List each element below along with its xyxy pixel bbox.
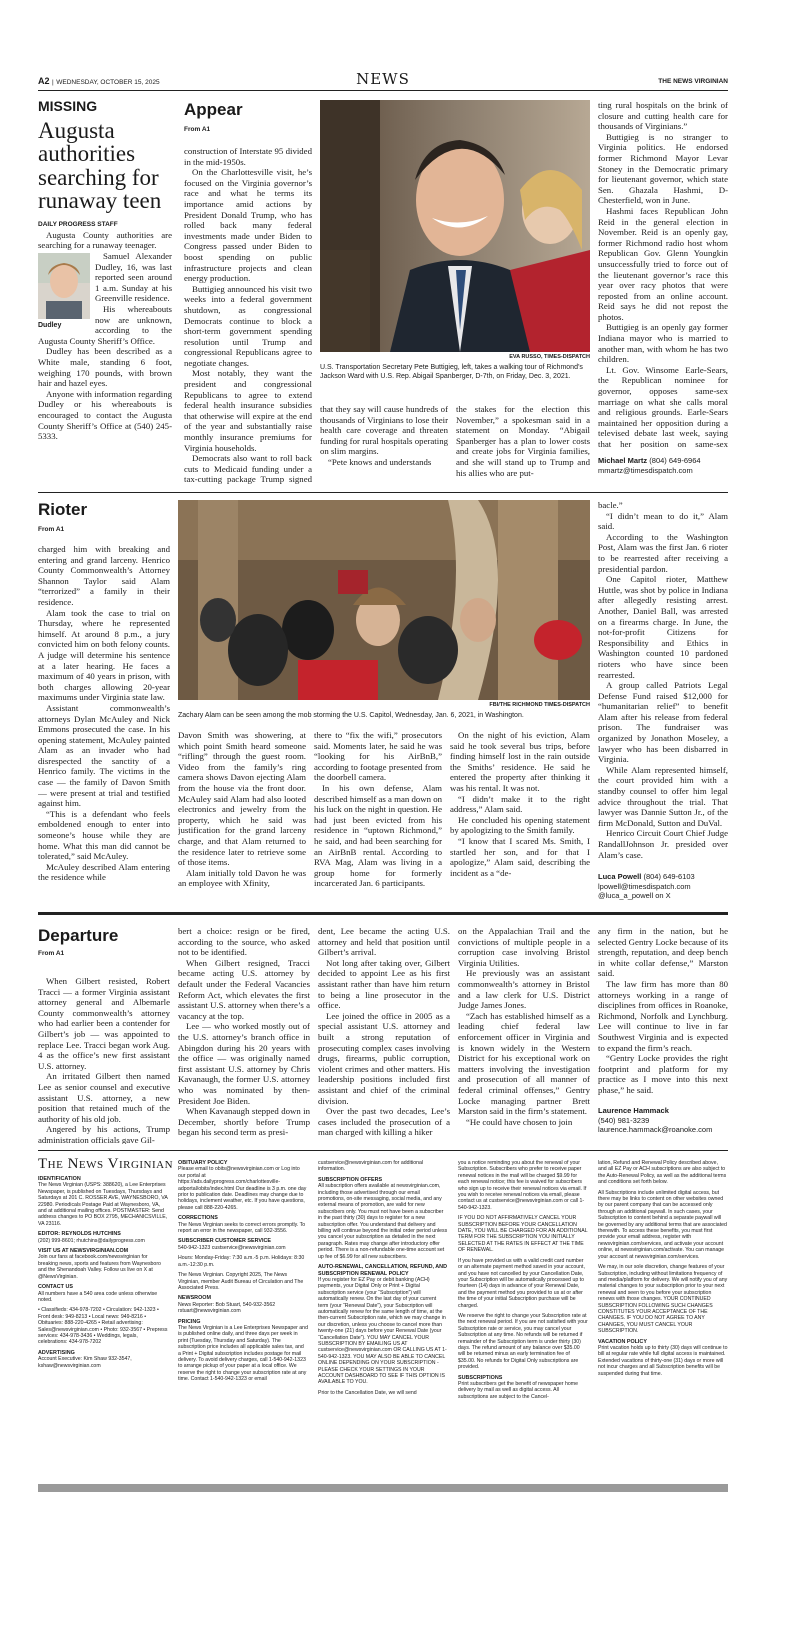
departure-col5-p: any firm in the nation, but he selected Gentry Locke because of its strength, reputation, and deep bench in white collar defense,” Marston said. [598, 926, 728, 979]
rioter-kicker: Rioter [38, 500, 88, 519]
page-header [38, 70, 728, 88]
departure-col2-p: bert a choice: resign or be fired, according to the source, who asked not to be identified. [178, 926, 310, 958]
rioter-signature [598, 872, 728, 901]
appear-col1-p: construction of Interstate 95 divided in the mid-1950s. [184, 146, 312, 167]
footer-text: We may, in our sole discretion, change features of your Subscription, including without limitations frequency of and media/platform for delivery. We will notify you of any material changes to your subscription prior to your next renewal and seen to you before your subscription renews with those changes. YOUR CONTINUED SUBSCRIPTION FOLLOWING SUCH CHANGES CONSTITUTES YOUR ACCEPTANCE OF THE CHANGES. IF YOU DO NOT AGREE TO ANY CHANGES, YOU MUST CANCEL YOUR SUBSCRIPTION. [598, 1264, 728, 1335]
capitol-image [178, 500, 590, 700]
appear-signature [598, 456, 728, 475]
divider-2 [38, 912, 728, 915]
rioter-col-4 [450, 730, 590, 906]
departure-col4-p: “He could have chosen to join [466, 1116, 573, 1127]
departure-col2-p: When Kavanaugh stepped down in December, shortly before Trump began his second term as presi- [178, 1106, 310, 1138]
departure-col-1 [38, 976, 170, 1144]
page-date: WEDNESDAY, OCTOBER 15, 2025 [56, 79, 160, 86]
appear-col1-p: On the Charlottesville visit, he’s focused on the Virginia governor’s race and what he terms its importance amid actions by President Donald Trump, who has rolled back many federal investments made under Biden to Congress passed under Biden to boost spending on public infrastructure projects and clean energy production. [184, 167, 312, 284]
appear-col4-p: Hashmi faces Republican John Reid in the general election in November. Reid is an openly gay, former Richmond radio host whom Republican Gov. Glenn Youngkin unsuccessfully tried to force out of the lieutenant governor’s race this year over racy photos that were reposted from an online account. Reid says he did not repost the photos. [598, 205, 728, 322]
divider-1 [38, 492, 728, 493]
footer-heading: VACATION POLICY [598, 1338, 647, 1345]
buttigieg-image [320, 100, 590, 352]
capitol-photo-caption: Zachary Alam can be seen among the mob storming the U.S. Capitol, Wednesday, Jan. 6, 2021, in Washington. [178, 712, 524, 719]
appear-col2-p: “Pete knows and understands [328, 456, 432, 467]
rioter-col1-p: “This is a defendant who feels emboldened enough to enter into someone’s house while they are home. What this man did cannot be tolerated,” said McAuley. [38, 808, 170, 862]
departure-col4-p: “Zach has established himself as a leading chief federal law enforcement officer in Virginia and is known widely in the Western District for his exceptional work on matters involving the investigation and prosecution of all manner of federal criminal offenses,” Gentry Locke managing partner Brett Marston said in the firm’s statement. [458, 1010, 590, 1117]
page-info: A2 | WEDNESDAY, OCTOBER 15, 2025 [38, 76, 160, 86]
footer-text: Prior to the Cancellation Date, we will send [318, 1389, 417, 1396]
departure-col3-p: Lee joined the office in 2005 as a special assistant U.S. attorney and built a strong reputation of prosecuting complex cases involving drugs, firearms, public corruption, violent crimes and other matters. His leadership positions included first assistant and chief of the criminal division. [318, 1010, 450, 1106]
missing-byline: DAILY PROGRESS STAFF [38, 220, 118, 228]
footer-heading: SUBSCRIPTION OFFERS [318, 1176, 383, 1183]
appear-col-2 [320, 404, 448, 484]
footer-text: The News Virginian (USPS: 388620), a Lee Enterprises Newspaper, is published on Tuesdays, Thursdays and Saturdays at 201 C. ROSSER AVE, WAYNESBORO, VA 22980. Periodicals Postage Paid at Waynesboro, VA, and at additional mailing offices. POSTMASTER: Send address changes to PO BOX 2795, MECHANICSVILLE, VA 23116. [38, 1182, 168, 1227]
departure-col-2 [178, 926, 310, 1144]
rioter-sig-phone: (804) 649-6103 [641, 872, 695, 881]
departure-sig-name: Laurence Hammack [598, 1106, 669, 1115]
footer-heading: AUTO-RENEWAL, CANCELLATION, REFUND, AND SUBSCRIPTION RENEWAL POLICY [318, 1264, 447, 1277]
departure-col5-p: “Gentry Locke provides the right footprint and platform for my practice as I move into this next phase,” he said. [598, 1053, 728, 1095]
footer-col-1 [38, 1176, 168, 1476]
rioter-col5-p: “I didn’t mean to do it,” Alam said. [598, 510, 728, 532]
appear-kicker: Appear [184, 100, 243, 119]
footer-text: lation, Refund and Renewal Policy described above, and all EZ Pay or ACH subscriptions are also subject to the Auto-Renewal Policy, as well as the additional terms and conditions set forth below. [598, 1160, 727, 1186]
footer-col-4 [458, 1160, 588, 1476]
departure-col4-p: on the Appalachian Trail and the convictions of multiple people in a corruption case involving Bristol Virginia Utilities. [458, 926, 590, 968]
footer-col-5 [598, 1160, 728, 1476]
buttigieg-photo-credit: EVA RUSSO, TIMES-DISPATCH [509, 354, 590, 360]
rioter-col1-p: Alam took the case to trial on Thursday, where he represented himself. At around 8 p.m., a jury convicted him on both felony counts. A judge will determine his sentence at a later hearing. He faces a maximum of 40 years in prison, with both charges allowing 20-year maximums under Virginia state law. [38, 607, 170, 703]
footer-text: The News Virginian. Copyright 2025, The News Virginian, member Audit Bureau of Circulation and The Associated Press. [178, 1272, 304, 1291]
rioter-col5-p: A group called Patriots Legal Defense Fund raised $12,000 for “humanitarian relief” to benefit Alam after his release from federal prison. The fundraiser was organized by Jonathon Moseley, a lawyer who has been disbarred in Virginia. [598, 680, 728, 765]
paper-name: THE NEWS VIRGINIAN [658, 78, 728, 85]
rioter-col-3 [314, 730, 442, 906]
footer-text: 540-942-1323 custservice@newsvirginian.com [178, 1244, 286, 1251]
rioter-col2-p: Davon Smith was showering, at which point Smith heard someone “rifling” through the guest room. Video from the family’s ring camera shows Davon ejecting Alam from the house via the front door. McAuley said Alam had also looted electronics and jewelry from the property, which he said was justification for the grand larceny charge, and that Alam returned to the residence later to retrieve some of those items. [178, 730, 306, 868]
rioter-col4-p: He concluded his opening statement by apologizing to the Smith family. [450, 814, 590, 836]
rioter-from: From A1 [38, 526, 65, 533]
departure-sig-email: laurence.hammack@roanoke.com [598, 1125, 713, 1134]
footer-text: custservice@newsvirginian.com for additional information. [318, 1160, 424, 1173]
footer-heading: NEWSROOM [178, 1295, 211, 1302]
missing-p2b: His whereabouts now are unknown, according to the Augusta County Sheriff’s Office. [38, 303, 172, 346]
rioter-col5-p: Henrico Circuit Court Chief Judge RandallJohnson Jr. presided over Alam’s case. [598, 828, 728, 860]
departure-col2-p: Lee — who worked mostly out of the U.S. attorney’s branch office in Abingdon during his 20 years with the office — was originally named first assistant U.S. attorney by Chris Kavanaugh, the former U.S. attorney who was nominated by then-President Joe Biden. [178, 1021, 310, 1106]
appear-col4-p: Lt. Gov. Winsome Earle-Sears, the Republican nominee for governor, opposes same-sex marriage on what she calls moral and religious grounds. Earle-Sears maintained her opposition during a televised debate last week, saying that her position on same-sex [598, 364, 728, 448]
footer-heading: CORRECTIONS [178, 1215, 218, 1222]
footer-text: Print subscribers get the benefit of newspaper home delivery by mail as well as digital access. All subscriptions are subject to the Cancel- [458, 1381, 578, 1400]
appear-col4-p: Buttigieg is an openly gay former Indiana mayor who is married to another man, with whom he has two children. [598, 322, 728, 365]
footer-text: (202) 999-8601; rhutchins@dailyprogress.com [38, 1237, 145, 1244]
footer-text: If you have provided us with a valid credit card number or an alternate payment method saved in your account, and you have not cancelled by your Cancellation Date, your Subscription will be automatically processed up to fourteen (14) days in advance of your Renewal Date, and the payment method you provided to us at or after the time of your initial Subscription purchase will be charged. [458, 1257, 585, 1309]
missing-p3: Dudley has been described as a White male, standing 6 foot, weighing 170 pounds, with brown hair and hazel eyes. [38, 346, 172, 389]
dudley-photo [38, 253, 90, 319]
appear-col4-p: Buttigieg is no stranger to Virginia politics. He endorsed former Richmond Mayor Levar Stoney in the Democratic primary for lieutenant governor, which state Sen. Ghazala Hashmi, D-Chesterfield, won in June. [598, 131, 728, 206]
missing-kicker: MISSING [38, 98, 98, 114]
departure-col4-p: He previously was an assistant commonwealth’s attorney in Bristol and a law clerk for U.S. District Judge James Jones. [458, 968, 590, 1011]
footer-text: The News Virginian seeks to correct errors promptly. To report an error in the newspaper, call 932-3556. [178, 1221, 306, 1235]
departure-col5-p: The law firm has more than 80 attorneys working in a range of disciplines from offices in Roanoke, Richmond, Norfolk and Lynchburg. Lee will continue to live in far Southwest Virginia and is expected to expand the firm’s reach. [598, 978, 728, 1053]
footer-text: Join our fans at facebook.com/newsvirginian for breaking news, sports and features from Waynesboro and the Shenandoah Valley. Follow us live on X at @NewsVirginian. [38, 1254, 161, 1280]
footer-col-2 [178, 1160, 308, 1476]
rioter-col-2 [178, 730, 306, 906]
departure-col1-p: Angered by his actions, Trump administration officials gave Gil- [38, 1124, 170, 1144]
footer-text: News Reporter: Bob Stuart, 540-932-3562 rstuart@newsvirginian.com [178, 1301, 276, 1315]
departure-from: From A1 [38, 950, 65, 957]
missing-p4: Anyone with information regarding Dudley or his whereabouts is encouraged to contact the Augusta County Sheriff’s Office at (540) 245-5333. [38, 388, 172, 442]
footer-text: We reserve the right to change your Subscription rate at the next renewal period. If you are not satisfied with your Subscription rate or service, you may cancel your Subscription at any time. No refunds will be returned if remainder of the Subscription term is under thirty (30) days. The refund amount of any balance over $35.00 will be returned minus an early termination fee of $35.00. No refunds for Digital Only subscriptions are provided. [458, 1312, 588, 1371]
footer-heading: IDENTIFICATION [38, 1176, 81, 1182]
rioter-col1-p: charged him with breaking and entering and grand larceny. Henrico County Commonwealth’s Attorney Shannon Taylor said Alam “terrorized” a family in their residence. [38, 544, 170, 607]
departure-col3-p: dent, Lee became the acting U.S. attorney and held that position until Gilbert’s arrival. [318, 926, 450, 958]
departure-signature [598, 1106, 728, 1135]
appear-col-4 [598, 100, 728, 448]
footer-text: All Subscriptions include unlimited digital access, but there may be links to content on other websites owned by our parent company that can be accessed only through an additional paywall. In such cases, your Subscription to content behind a separate paywall will be governed by any additional terms that are associated therewith. To access these benefits, you must first provide your email address, register with newsvirginian.com/services, and activate your account online, at newsvirginian.com/activate. You can manage your account at newsvirginian.com/services. [598, 1189, 727, 1260]
footer-text: IF YOU DO NOT AFFIRMATIVELY CANCEL YOUR SUBSCRIPTION BEFORE YOUR CANCELLATION DATE, YOU WILL BE CHARGED FOR AN ADDITIONAL TERM FOR THE SUBSCRIPTION YOU INITIALLY SELECTED AT THE RATES IN EFFECT AT THE TIME OF RENEWAL. [458, 1215, 588, 1254]
rioter-col4-p: On the night of his eviction, Alam said he took several bus trips, before finding himself lost in the rain outside the Smiths’ residence. He said he entered the property after thinking it was his rental. It was not. [450, 730, 590, 793]
appear-sig-name: Michael Martz [598, 456, 648, 465]
appear-col1-p: Buttigieg announced his visit two weeks into a federal government shutdown, as congressional Democrats continue to block a short-term government spending resolution until Trump and congressional Republicans agree to negotiate changes. [184, 283, 312, 368]
appear-col-3 [456, 404, 590, 484]
departure-col-4 [458, 926, 590, 1144]
footer-text: If you register for EZ Pay or debit banking (ACH) payments, your Digital Only or Print + Digital subscription service (your “Subscription”) will automatically renew. On the last day of your current term (your “Renewal Date”), your Subscription will automatically renew for the same length of time, at the then-current Subscription rate, which we may change in our discretion, unless you choose to cancel more than twenty-one (21) days before your Renewal Date (your “Cancellation Date”). YOU MAY CANCEL YOUR SUBSCRIPTION BY EMAILING US AT custservice@newsvirginian.com OR CALLING US AT 1-540-942-1323. YOU MAY ALSO BE ABLE TO CANCEL ONLINE DEPENDING ON YOUR SUBSCRIPTION - PLEASE CHECK YOUR SETTINGS IN YOUR ACCOUNT DASHBOARD TO SEE IF THIS OPTION IS AVAILABLE TO YOU. [318, 1276, 447, 1386]
missing-article [38, 98, 172, 498]
missing-p1: Augusta County authorities are searching for a runaway teenager. [38, 229, 172, 251]
rioter-sig-email: lpowell@timesdispatch.com [598, 881, 691, 891]
appear-col2-p: that they say will cause hundreds of thousands of Virginians to lose their health care coverage and threaten funding for rural hospitals operating on slim margins. [320, 404, 448, 457]
rioter-sig-name: Luca Powell [598, 872, 642, 881]
section-title: NEWS [356, 70, 410, 88]
footer-text: • Classifieds: 434-978-7202 • Circulation: 942-1323 • Front desk: 949-8213 • Local news: 949-8216 • Obituaries: 888-220-4265 • Retail advertising: Sales@newsvirginian.com • Photo: 932-3567 • Prepress services: 434-978-3436 • Weddings, legals, celebrations: 434-978-7202 [38, 1307, 168, 1346]
footer-heading: PRICING [178, 1318, 201, 1325]
departure-col2-p: When Gilbert resigned, Tracci became acting U.S. attorney by default under the Federal Vacancies Reform Act, which elevates the first assistant U.S. attorney when there’s a vacancy at the top. [178, 957, 310, 1021]
masthead-title: The News Virginian [38, 1156, 174, 1172]
rioter-col4-p: “I know that I scared Ms. Smith, I startled her son, and for that I apologize,” Alam said, describing the incident as a “de- [450, 835, 590, 878]
footer-heading: SUBSCRIBER CUSTOMER SERVICE [178, 1238, 271, 1245]
footer-text: Hours: Monday-Friday: 7:30 a.m.-5 p.m. Holidays: 8:30 a.m.-12:30 p.m. [178, 1255, 305, 1268]
footer-heading: CONTACT US [38, 1284, 73, 1291]
divider-3 [38, 1150, 728, 1151]
dudley-photo-block [38, 253, 90, 330]
rioter-col5-p: While Alam represented himself, the court provided him with a standby counsel to offer him legal advice throughout the trial. That lawyer was Dannie Sutton Jr., of the firm McDonald, Sutton and DuVal. [598, 764, 728, 828]
footer-heading: VISIT US AT NEWSVIRGINIAN.COM [38, 1248, 129, 1255]
departure-col3-p: Over the past two decades, Lee’s cases included the prosecution of a man charged with killing a hiker [318, 1106, 450, 1138]
page-number: A2 [38, 76, 50, 86]
capitol-photo [178, 500, 590, 700]
rioter-col1-p: Assistant commonwealth’s attorneys Dylan McAuley and Nick Emmons prosecuted the case. In his opening statement, McAuley painted Alam as an invader who had disrespected the sanctity of a Henrico family. The victims in the case — the family of Davon Smith — were present at trial and testified against him. [38, 702, 170, 809]
rioter-col5-p: bacle.” [598, 500, 623, 510]
departure-col1-p: An irritated Gilbert then named Lee as senior counsel and executive assistant U.S. attorney, a new position that retained much of the authority of his old job. [38, 1071, 170, 1124]
appear-sig-email: mmartz@timesdispatch.com [598, 465, 693, 475]
departure-col1-p: When Gilbert resisted, Robert Tracci — a former Virginia assistant attorney general and Albemarle County commonwealth’s attorney who had earlier been a contender for Gilbert’s job — was appointed to replace Lee. Tracci began work Aug. 4 as the office’s new first assistant U.S. attorney. [38, 976, 170, 1071]
appear-from: From A1 [184, 126, 211, 133]
footer-heading: EDITOR: REYNOLDS HUTCHINS [38, 1231, 121, 1238]
newspaper-page [38, 70, 728, 1610]
rioter-col-1 [38, 544, 170, 906]
missing-headline: Augusta authorities searching for runaway teen [38, 118, 162, 214]
appear-col3-p: the stakes for the election this November,” a spokesman said in a statement on Monday. “Abigail Spanberger has a plan to lower costs and create jobs for Virginia families, and she will stand up to Trump and his allies who are put- [456, 404, 590, 478]
departure-col-5 [598, 926, 728, 1098]
footer-text: The News Virginian is a Lee Enterprises Newspaper and is published online daily, and three days per week in print (Tuesday, Thursday and Saturday). The subscription price includes all applicable sales tax, and a Print + Digital subscription includes postage for mail delivery. To avoid delivery charges, call 1-540-942-1323 to arrange pickup of your paper at a local office. We reserve the right to change your subscription rate at any time. Contact 1-540-942-1323 or email [178, 1324, 308, 1383]
footer-col-3 [318, 1160, 448, 1476]
departure-kicker: Departure [38, 926, 119, 945]
departure-sig-phone: (540) 981-3239 [598, 1115, 650, 1125]
rioter-col2-p: Alam initially told Davon he was an employee with Xfinity, [178, 867, 306, 889]
bottom-bar [38, 1484, 728, 1492]
footer-text: Print vacation holds up to thirty (30) days will continue to bill at regular rate while full digital access is maintained. Extended vacations of thirty-one (31) days or more will not incur charges and all Subscription benefits will be suspended during that time. [598, 1344, 728, 1377]
missing-body [38, 230, 172, 442]
footer-text: Please email to obits@newsvirginian.com or Log into our portal at https://ads.dailyprogress.com/charlottesville-adportal/obits/index.html Our deadline is 3 p.m. one day prior to publication date. Deadlines may change due to holidays, inclement weather, etc. If you have questions, please call 888-220-4265. [178, 1166, 307, 1211]
rioter-sig-social: @luca_a_powell on X [598, 891, 671, 900]
footer-heading: ADVERTISING [38, 1349, 75, 1356]
missing-p2a: Samuel Alexander Dudley, 16, was last reported seen around 1 a.m. Sunday at his Greenville residence. [95, 251, 172, 304]
rioter-col5-p: According to the Washington Post, Alam was the first Jan. 6 rioter to be rearrested after receiving a presidential pardon. [598, 531, 728, 574]
footer-text: you a notice reminding you about the renewal of your Subscription. Subscribers who prefer to receive paper renewal notices in the mail will be charged $9.99 for each renewal notice; this fee is waived for subscribers who sign up to receive their renewal notices via email. If you wish to receive renewal notices via email, please contact us at custservice@newsvirginian.com or call 1-540-942-1323. [458, 1160, 587, 1211]
appear-col1-p: Democrats also want to roll back cuts to Medicaid funding under a tax-cutting package Trump signed [184, 453, 312, 484]
header-rule [38, 90, 728, 91]
footer-heading: OBITUARY POLICY [178, 1160, 228, 1166]
appear-col1-p: Most notably, they want the president and congressional Republicans to agree to extend federal health insurance subsidies that otherwise will expire at the end of the year and substantially raise monthly insurance premiums for Virginia households. [184, 368, 312, 453]
rioter-col5-p: One Capitol rioter, Matthew Huttle, was shot by police in Indiana after allegedly resisting arrest. Another, Daniel Ball, was arrested on a firearms charge. In June, the not-for-profit Citizens for Responsibility and Ethics in Washington counted 10 pardoned rioters who have since been rearrested. [598, 574, 728, 680]
appear-col4-p: ting rural hospitals on the brink of closure and cutting health care for thousands of Virginians.” [598, 100, 728, 132]
rioter-col1-p: McAuley described Alam entering the residence while [38, 861, 170, 883]
rioter-col3-p: there to “fix the wifi,” prosecutors said. Moments later, he said he was “looking for his AirBnB,” according to footage presented from the doorbell camera. [314, 730, 442, 783]
departure-col-3 [318, 926, 450, 1144]
rioter-col-5 [598, 500, 728, 866]
rioter-col3-p: In his own defense, Alam described himself as a man down on his luck on the night in question. He had just been evicted from his residence in “uptown Richmond,” he said, and had been searching for an AirBnB rental. According to RVA Mag, Alam was living in a group home for formerly incarcerated Jan. 6 participants. [314, 782, 442, 889]
footer-text: All numbers have a 540 area code unless otherwise noted. [38, 1290, 158, 1303]
dudley-caption: Dudley [38, 321, 62, 329]
buttigieg-photo-caption: U.S. Transportation Secretary Pete Buttigieg, left, takes a walking tour of Richmond’s Jackson Ward with U.S. Rep. Abigail Spanberger, D-7th, on Friday, Dec. 3, 2021. [320, 364, 583, 380]
rioter-col4-p: “I didn’t make it to the right address,” Alam said. [450, 793, 590, 815]
buttigieg-photo [320, 100, 590, 352]
capitol-photo-credit: FBI/THE RICHMOND TIMES-DISPATCH [489, 702, 590, 708]
footer-text: All subscription offers available at newsvirginian.com, including those advertised through our email promotions, on-site messaging, social media, and any external means of promotion, are valid for new subscribers only. You must not have been a subscriber in the past thirty (30) days to register for a new subscription offer. You understand that delivery and billing will continue beyond the initial order period unless you cancel your subscription as detailed in the next paragraph. Rates may change after introductory offer period. There is a non-refundable one-time account set up fee of $6.99 for all new subscribers. [318, 1183, 448, 1260]
departure-col3-p: Not long after taking over, Gilbert decided to appoint Lee as his first assistant rather than have him return to being a line prosecutor in the office. [318, 957, 450, 1011]
footer-heading: SUBSCRIPTIONS [458, 1374, 503, 1381]
appear-sig-phone: (804) 649-6964 [647, 456, 701, 465]
appear-col-1 [184, 146, 312, 484]
footer-text: Account Executive: Kim Shaw 932-3547, kshaw@newsvirginian.com [38, 1356, 132, 1369]
